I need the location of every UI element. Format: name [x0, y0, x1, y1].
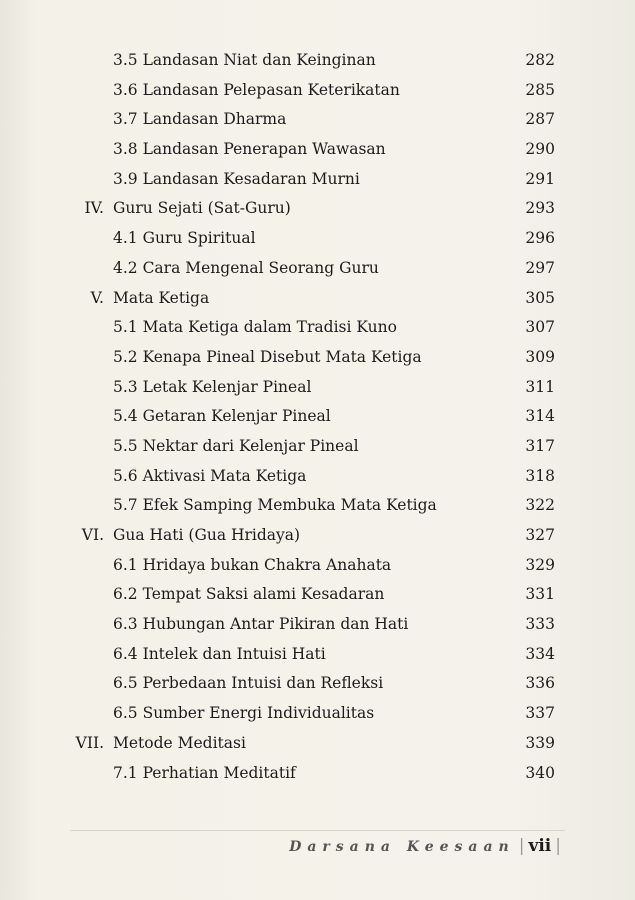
toc-title: 3.5 Landasan Niat dan Keinginan — [113, 51, 376, 69]
toc-number: IV. — [84, 199, 104, 218]
toc-page: 285 — [525, 80, 555, 99]
table-of-contents — [0, 46, 635, 788]
toc-row — [0, 343, 635, 373]
toc-row — [0, 46, 635, 76]
toc-row — [0, 76, 635, 106]
toc-page: 329 — [525, 555, 555, 574]
toc-title: 6.5 Sumber Energi Individualitas — [113, 704, 375, 723]
toc-row — [0, 313, 635, 343]
toc-page: 339 — [525, 733, 555, 752]
toc-title: 6.1 Hridaya bukan Chakra Anahata — [113, 555, 392, 574]
toc-page: 309 — [525, 347, 555, 366]
toc-page: 305 — [525, 288, 555, 307]
toc-title: 5.5 Nektar dari Kelenjar Pineal — [113, 436, 359, 455]
toc-page: 314 — [525, 407, 555, 426]
toc-title: 5.3 Letak Kelenjar Pineal — [113, 377, 312, 396]
toc-row — [0, 402, 635, 432]
toc-row — [0, 194, 635, 224]
toc-title: 4.1 Guru Spiritual — [113, 229, 256, 248]
toc-title: Gua Hati (Gua Hridaya) — [113, 526, 301, 544]
toc-page: 327 — [525, 526, 555, 544]
toc-row — [0, 284, 635, 314]
footer-divider — [70, 830, 565, 831]
toc-page: 331 — [525, 585, 555, 604]
toc-row — [0, 580, 635, 610]
toc-page: 333 — [525, 615, 555, 634]
toc-page: 317 — [525, 436, 555, 455]
footer-separator-left: | — [518, 836, 525, 856]
toc-row — [0, 610, 635, 640]
toc-title: 3.7 Landasan Dharma — [113, 110, 287, 129]
page-number: vii — [528, 836, 552, 856]
toc-page: 297 — [525, 258, 555, 277]
toc-page: 293 — [525, 199, 555, 218]
toc-page: 282 — [525, 51, 555, 69]
toc-row — [0, 729, 635, 759]
book-title: Darsana Keesaan — [289, 839, 515, 855]
toc-title: 3.8 Landasan Penerapan Wawasan — [113, 140, 386, 159]
toc-title: 5.4 Getaran Kelenjar Pineal — [113, 407, 331, 426]
toc-row — [0, 165, 635, 195]
toc-row — [0, 105, 635, 135]
toc-page: 307 — [525, 318, 555, 337]
toc-row — [0, 462, 635, 492]
toc-page: 337 — [525, 704, 555, 723]
toc-row — [0, 551, 635, 581]
toc-row — [0, 432, 635, 462]
toc-title: 6.3 Hubungan Antar Pikiran dan Hati — [113, 615, 409, 634]
toc-title: 5.6 Aktivasi Mata Ketiga — [113, 466, 307, 485]
toc-row — [0, 491, 635, 521]
toc-page: 318 — [525, 466, 555, 485]
toc-page: 340 — [525, 763, 555, 782]
toc-title: 6.5 Perbedaan Intuisi dan Refleksi — [113, 674, 384, 693]
toc-title: 6.4 Intelek dan Intuisi Hati — [113, 644, 326, 663]
toc-page: 336 — [525, 674, 555, 693]
toc-row — [0, 373, 635, 403]
toc-title: 7.1 Perhatian Meditatif — [113, 763, 296, 782]
toc-title: 3.9 Landasan Kesadaran Murni — [113, 169, 360, 188]
toc-number: VII. — [75, 733, 104, 752]
toc-page: 311 — [525, 377, 555, 396]
toc-title: 3.6 Landasan Pelepasan Keterikatan — [113, 80, 400, 99]
toc-number: V. — [90, 288, 104, 307]
toc-page: 322 — [525, 496, 555, 515]
toc-title: 5.2 Kenapa Pineal Disebut Mata Ketiga — [113, 347, 422, 366]
footer-separator-right: | — [555, 836, 561, 856]
toc-row — [0, 521, 635, 551]
toc-title: 4.2 Cara Mengenal Seorang Guru — [113, 258, 379, 277]
toc-row — [0, 640, 635, 670]
toc-number: VI. — [81, 526, 104, 544]
page-footer — [289, 834, 565, 858]
toc-title: Metode Meditasi — [113, 733, 246, 752]
toc-row — [0, 254, 635, 284]
toc-title: Mata Ketiga — [113, 288, 210, 307]
toc-row — [0, 759, 635, 789]
toc-page: 296 — [525, 229, 555, 248]
toc-title: 6.2 Tempat Saksi alami Kesadaran — [113, 585, 385, 604]
toc-title: 5.7 Efek Samping Membuka Mata Ketiga — [113, 496, 437, 515]
toc-row — [0, 699, 635, 729]
toc-page: 291 — [525, 169, 555, 188]
toc-title: Guru Sejati (Sat-Guru) — [113, 199, 291, 218]
toc-row — [0, 224, 635, 254]
toc-page: 334 — [525, 644, 555, 663]
toc-row — [0, 669, 635, 699]
toc-page: 287 — [525, 110, 555, 129]
toc-page: 290 — [525, 140, 555, 159]
toc-title: 5.1 Mata Ketiga dalam Tradisi Kuno — [113, 318, 397, 337]
toc-row — [0, 135, 635, 165]
